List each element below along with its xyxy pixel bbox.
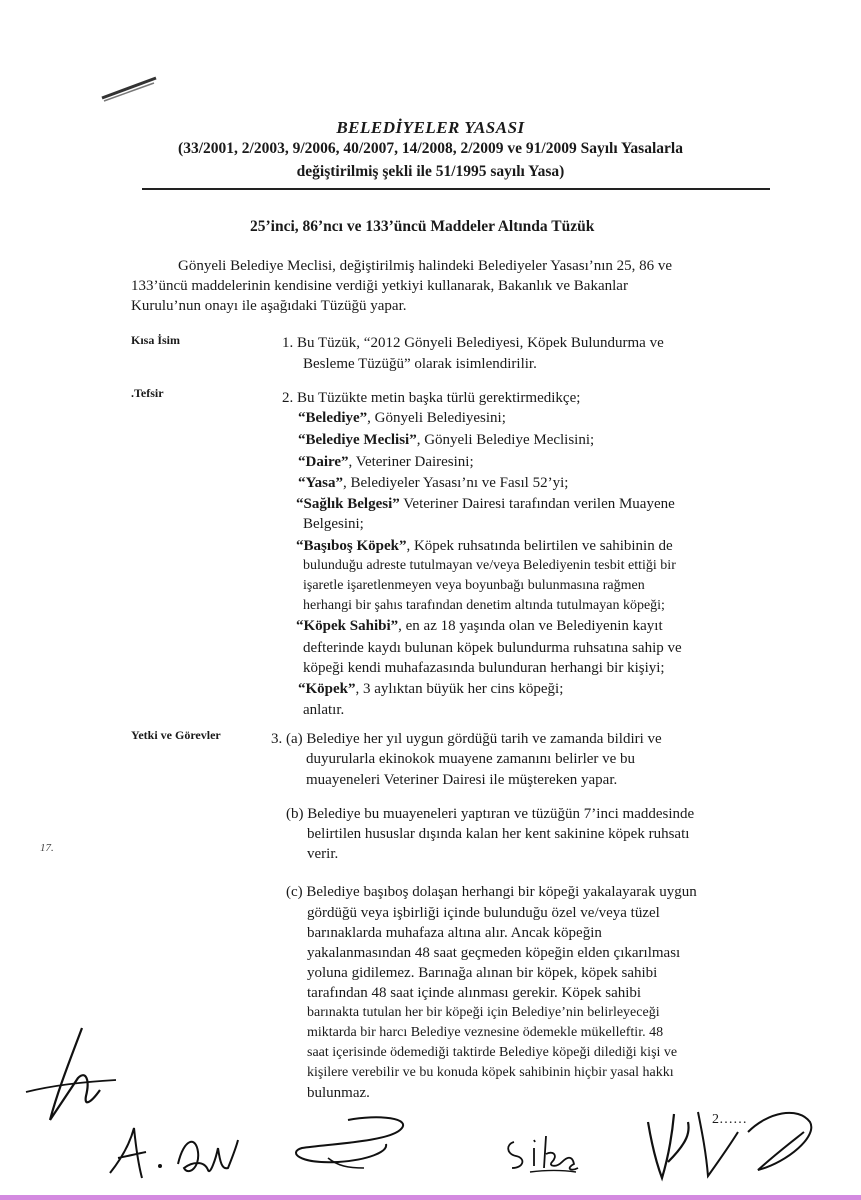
definition-line: “Belediye”, Gönyeli Belediyesini; [298, 410, 506, 426]
header-divider [142, 188, 770, 190]
article-3c-line: barınakta tutulan her bir köpeği için Belediye’nin belirleyeceği [307, 1005, 660, 1020]
article-3c-line: saat içerisinde ödemediği taktirde Belediye köpeği dilediği kişi ve [307, 1045, 678, 1060]
article-3b-line: (b) Belediye bu muayeneleri yaptıran ve tüzüğün 7’inci maddesinde [286, 806, 695, 822]
margin-note: 17. [40, 842, 54, 854]
article-3c-line: tarafından 48 saat içinde alınması gerekir. Köpek sahibi [307, 985, 642, 1001]
article-1-line: Besleme Tüzüğü” olarak isimlendirilir. [303, 356, 537, 372]
signature-margin [20, 1020, 120, 1130]
article-1-line: 1. Bu Tüzük, “2012 Gönyeli Belediyesi, Köpek Bulundurma ve [282, 335, 664, 351]
definition-line: “Sağlık Belgesi” Veteriner Dairesi tarafından verilen Muayene [296, 496, 675, 512]
document-subtitle-line1: (33/2001, 2/2003, 9/2006, 40/2007, 14/2008, 2/2009 ve 91/2009 Sayılı Yasalarla [178, 140, 683, 157]
definition-line: “Daire”, Veteriner Dairesini; [298, 454, 474, 470]
document-title: BELEDİYELER YASASI [336, 118, 525, 137]
margin-label-short-name: Kısa İsim [131, 333, 181, 347]
definition-line: “Belediye Meclisi”, Gönyeli Belediye Meclisini; [298, 432, 595, 448]
definition-line: işaretle işaretlenmeyen veya boyunbağı bulunmasına rağmen [303, 578, 645, 593]
intro-line: 133’üncü maddelerinin kendisine verdiği yetkiyi kullanarak, Bakanlık ve Bakanlar [131, 278, 628, 294]
article-3c-line: (c) Belediye başıboş dolaşan herhangi bir köpeği yakalayarak uygun [286, 884, 697, 900]
article-3c-line: barınaklarda muhafaza altına alır. Ancak köpeğin [307, 925, 602, 941]
section-heading: 25’inci, 86’ncı ve 133’üncü Maddeler Altında Tüzük [250, 218, 595, 235]
signature-3 [500, 1128, 580, 1178]
margin-label-powers-duties: Yetki ve Görevler [131, 728, 221, 742]
definition-line: anlatır. [303, 702, 345, 718]
intro-line: Gönyeli Belediye Meclisi, değiştirilmiş halindeki Belediyeler Yasası’nın 25, 86 ve [178, 258, 673, 274]
article-3c-line: yoluna gidilemez. Barınağa alınan bir köpek, köpek sahibi [307, 965, 658, 981]
article-3a-line: duyurularla ekinokok muayene zamanını belirler ve bu [306, 751, 636, 767]
signature-2 [268, 1108, 428, 1178]
page-number: 2…… [712, 1112, 747, 1127]
article-3b-line: verir. [307, 846, 339, 862]
definition-line: “Başıboş Köpek”, Köpek ruhsatında belirtilen ve sahibinin de [296, 538, 673, 554]
definition-line: herhangi bir şahıs tarafından denetim altında tutulmayan köpeği; [303, 598, 665, 613]
definition-line: bulunduğu adreste tutulmayan ve/veya Belediyenin tesbit ettiği bir [303, 558, 676, 573]
margin-label-definitions: .Tefsir [131, 386, 164, 400]
definition-line: “Köpek”, 3 aylıktan büyük her cins köpeği; [298, 681, 564, 697]
scan-edge-line [0, 1195, 861, 1200]
staple-mark [98, 72, 160, 104]
article-3b-line: belirtilen hususlar dışında kalan her kent sakinine köpek ruhsatı [307, 826, 690, 842]
signature-1 [100, 1118, 260, 1188]
article-3c-line: miktarda bir harcı Belediye veznesine ödemekle mükelleftir. 48 [307, 1025, 664, 1040]
definition-line: Belgesini; [303, 516, 364, 532]
intro-line: Kurulu’nun onayı ile aşağıdaki Tüzüğü yapar. [131, 298, 407, 314]
article-3a-line: muayeneleri Veteriner Dairesi ile müştereken yapar. [306, 772, 618, 788]
article-3c-line: gördüğü veya işbirliği içinde bulunduğu özel ve/veya tüzel [307, 905, 660, 921]
article-3c-line: kişilere verebilir ve bu konuda köpek sahibinin hiçbir yasal hakkı [307, 1065, 674, 1080]
definition-line: “Yasa”, Belediyeler Yasası’nı ve Fasıl 52’yi; [298, 475, 569, 491]
definition-line: “Köpek Sahibi”, en az 18 yaşında olan ve Belediyenin kayıt [296, 618, 663, 634]
article-2-intro: 2. Bu Tüzükte metin başka türlü gerektirmedikçe; [282, 390, 581, 406]
document-subtitle-line2: değiştirilmiş şekli ile 51/1995 sayılı Yasa) [296, 163, 565, 180]
article-3c-line: yakalanmasından 48 saat geçmeden köpeğin elden çıkarılması [307, 945, 681, 961]
definition-line: defterinde kaydı bulunan köpek bulundurma ruhsatına sahip ve [303, 640, 682, 656]
article-3c-line: bulunmaz. [307, 1085, 370, 1101]
signature-4 [628, 1092, 828, 1192]
definition-line: köpeği kendi muhafazasında bulunduran herhangi bir kişiyi; [303, 660, 665, 676]
article-3a-line: 3. (a) Belediye her yıl uygun gördüğü tarih ve zamanda bildiri ve [271, 731, 662, 747]
